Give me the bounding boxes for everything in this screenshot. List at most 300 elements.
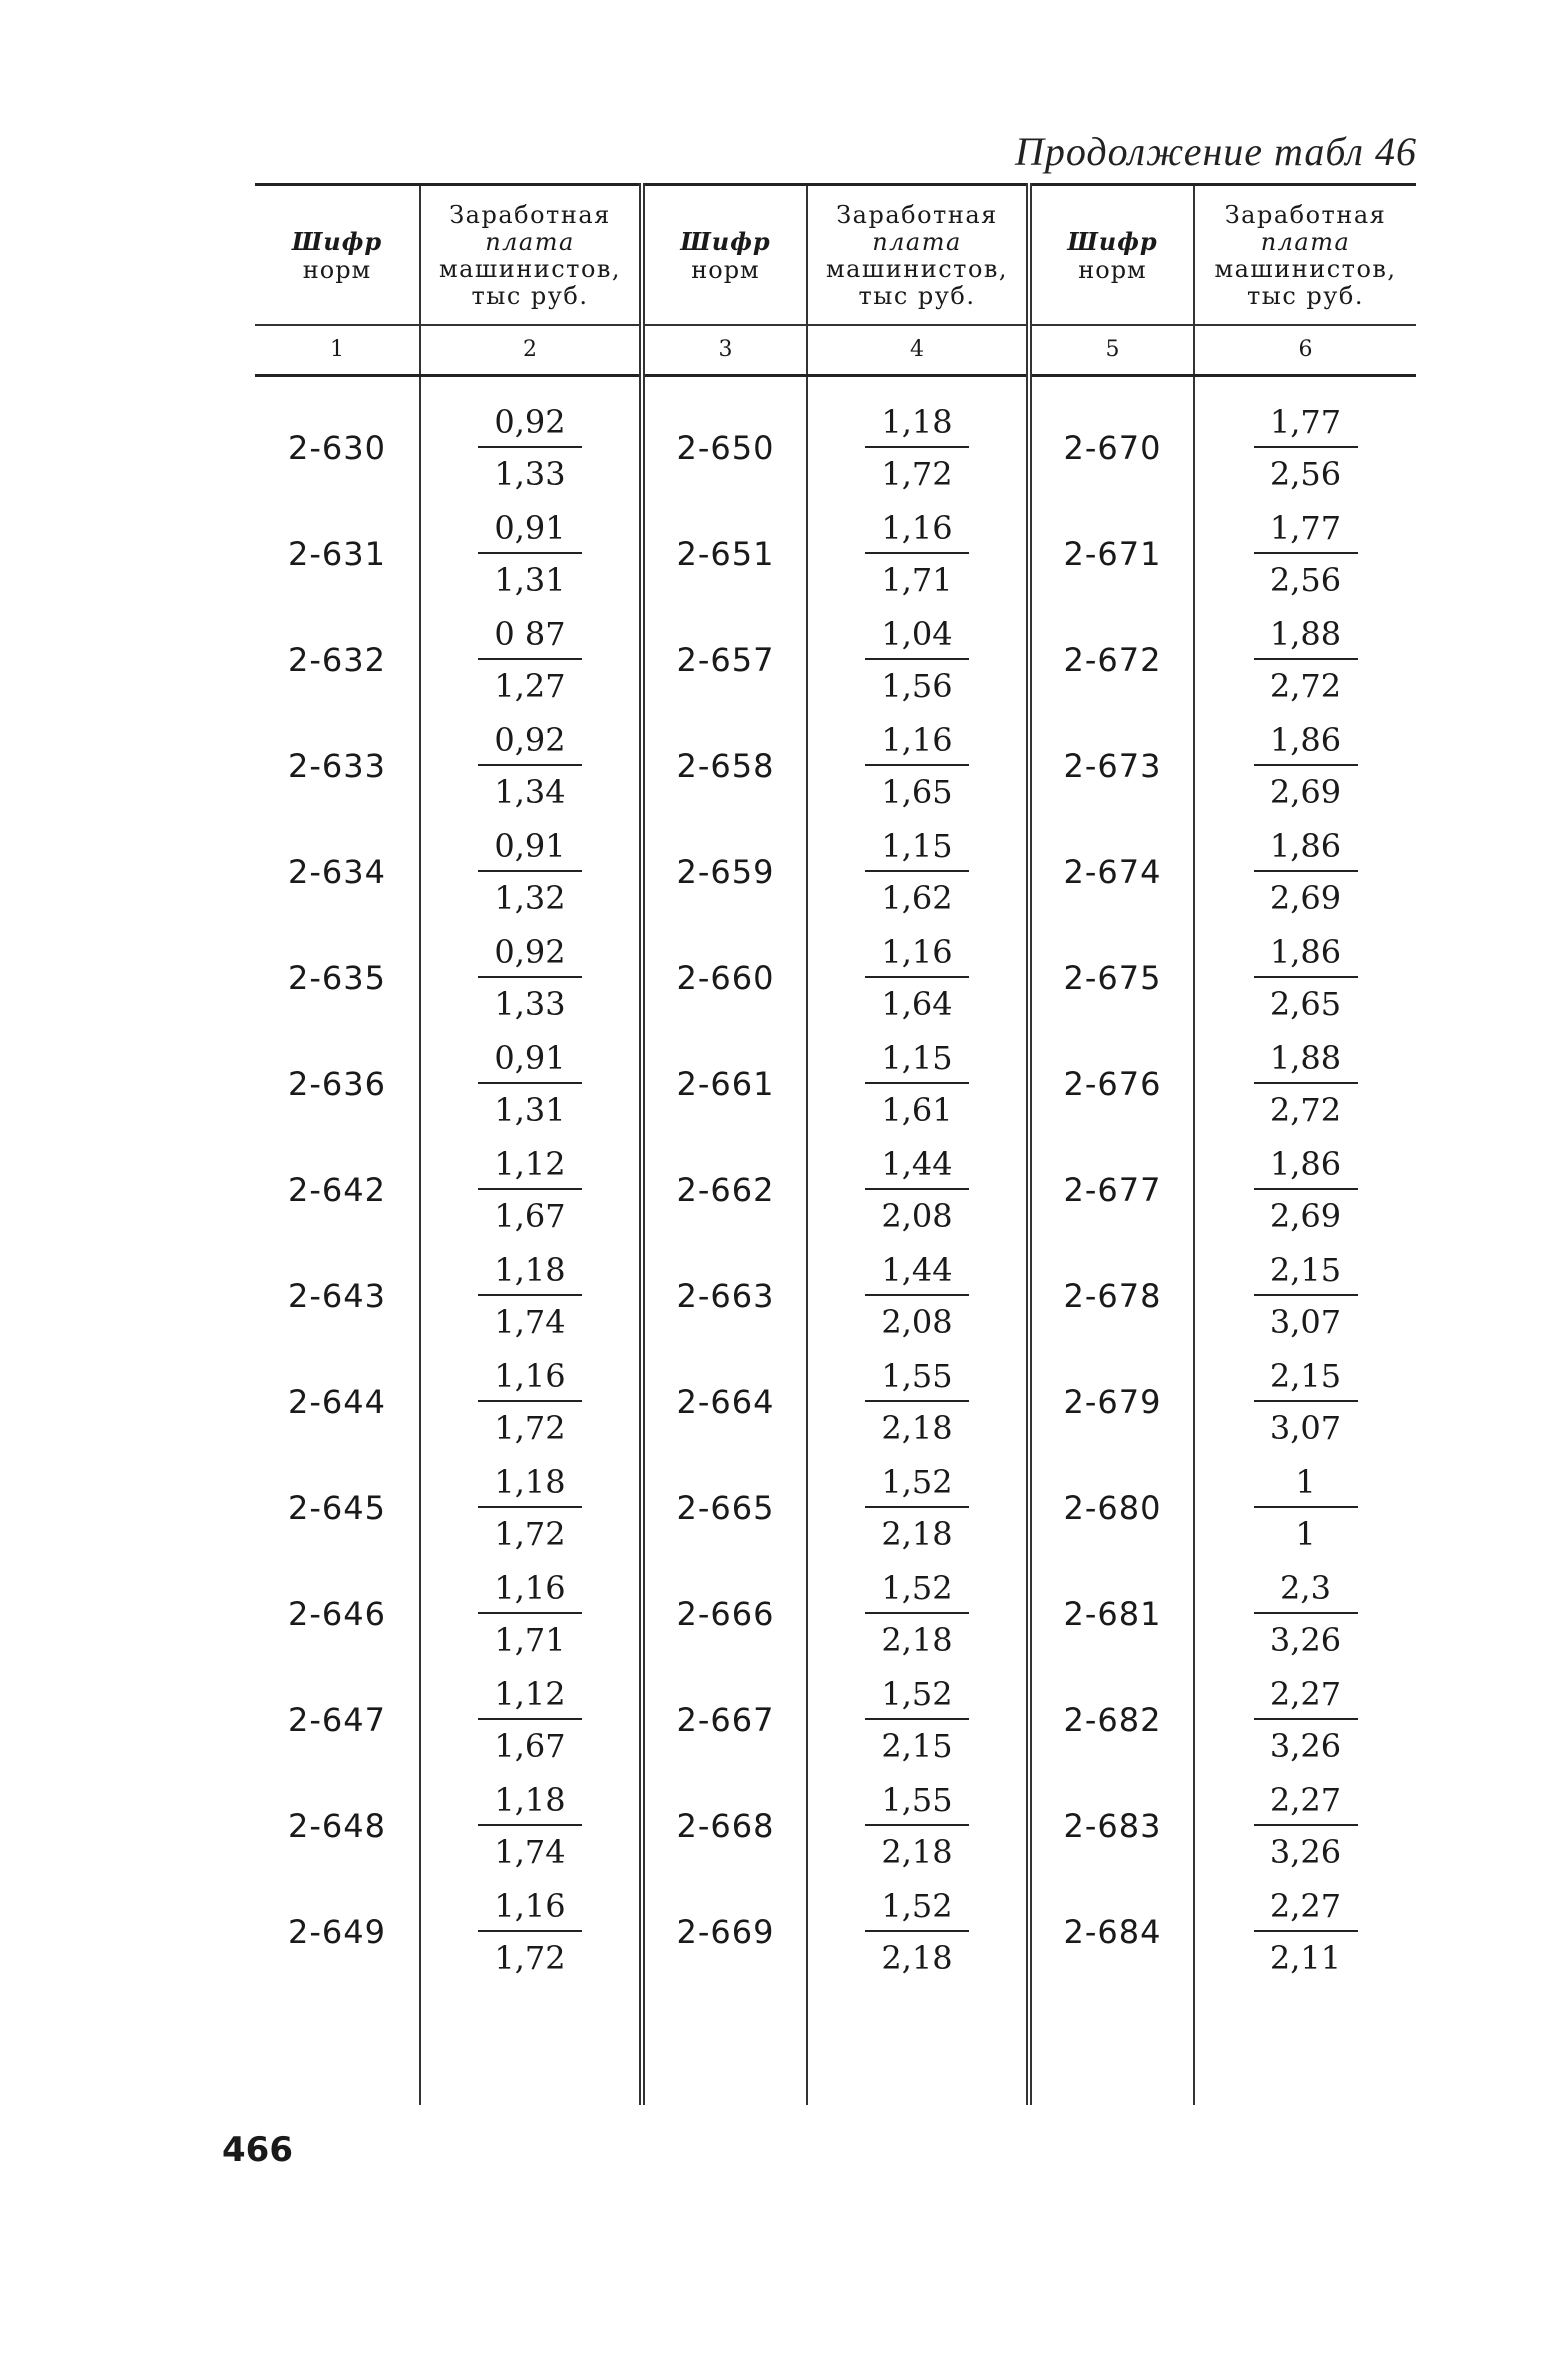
wage-numerator: 0 87 — [478, 612, 582, 660]
norm-code-cell — [255, 925, 420, 1031]
wage-numerator: 0,91 — [478, 506, 582, 554]
wage-cell — [1194, 925, 1416, 1031]
wage-cell — [1194, 1667, 1416, 1773]
wage-numerator: 1,86 — [1254, 718, 1358, 766]
wage-fraction — [865, 1884, 969, 1980]
wage-fraction — [1254, 1460, 1358, 1556]
wage-cell — [807, 1561, 1029, 1667]
norm-code-cell — [255, 1667, 420, 1773]
norm-code: 2-632 — [288, 640, 386, 679]
norm-code: 2-669 — [676, 1912, 775, 1951]
wage-cell — [1194, 1243, 1416, 1349]
wage-numerator: 1,44 — [865, 1248, 969, 1296]
wage-cell — [807, 1243, 1029, 1349]
spacer-cell — [1029, 1985, 1194, 2105]
norm-code-cell — [255, 1137, 420, 1243]
norm-code-cell — [642, 1243, 807, 1349]
wage-cell — [420, 1455, 642, 1561]
column-number: 5 — [1029, 325, 1194, 375]
wage-denominator: 3,26 — [1269, 1726, 1342, 1765]
wage-cell — [1194, 501, 1416, 607]
table-body — [255, 375, 1416, 2105]
wage-cell — [807, 713, 1029, 819]
wage-fraction — [1254, 824, 1358, 920]
header-wage-line: Заработная — [836, 201, 998, 229]
wage-denominator: 3,26 — [1269, 1620, 1342, 1659]
norm-code: 2-664 — [676, 1382, 775, 1421]
page-number: 466 — [222, 2130, 293, 2170]
wage-denominator: 2,56 — [1269, 560, 1342, 599]
wage-fraction — [1254, 1248, 1358, 1344]
wage-fraction — [478, 1036, 582, 1132]
wage-numerator: 1,52 — [865, 1460, 969, 1508]
wage-numerator: 1,15 — [865, 824, 969, 872]
norm-code: 2-673 — [1063, 746, 1162, 785]
norm-code-cell — [1029, 1879, 1194, 1985]
table-continuation-caption: Продолжение табл 46 — [1014, 129, 1417, 174]
wage-fraction — [478, 506, 582, 602]
norm-code-cell — [1029, 713, 1194, 819]
norm-code-cell — [642, 501, 807, 607]
wage-fraction — [865, 612, 969, 708]
wage-cell — [420, 1031, 642, 1137]
wage-fraction — [865, 1566, 969, 1662]
wage-denominator: 1,74 — [494, 1832, 566, 1871]
norm-code: 2-677 — [1063, 1170, 1162, 1209]
wage-numerator: 2,27 — [1254, 1884, 1358, 1932]
wage-denominator: 1,64 — [881, 984, 953, 1023]
header-wage-line: Заработная — [449, 201, 611, 229]
norm-code-cell — [642, 1879, 807, 1985]
header-code-5 — [1029, 185, 1194, 326]
wage-numerator: 0,92 — [478, 930, 582, 978]
wage-fraction — [1254, 718, 1358, 814]
wage-fraction — [1254, 1142, 1358, 1238]
norm-code: 2-671 — [1063, 534, 1162, 573]
wage-denominator: 3,26 — [1269, 1832, 1342, 1871]
wage-denominator: 1,65 — [881, 772, 953, 811]
norm-code-cell — [1029, 1561, 1194, 1667]
table-row — [255, 819, 1416, 925]
wage-numerator: 1,16 — [478, 1354, 582, 1402]
wage-denominator: 2,18 — [881, 1620, 953, 1659]
norm-code-cell — [1029, 1031, 1194, 1137]
wage-cell — [1194, 1349, 1416, 1455]
wage-fraction — [478, 1672, 582, 1768]
wage-numerator: 1,12 — [478, 1672, 582, 1720]
header-wage-line: машинистов, — [825, 255, 1009, 283]
wage-fraction — [865, 1036, 969, 1132]
wage-fraction — [1254, 1566, 1358, 1662]
wage-numerator: 0,92 — [478, 718, 582, 766]
wage-cell — [1194, 1773, 1416, 1879]
header-code-subtitle: норм — [302, 256, 372, 284]
norm-code-cell — [1029, 1667, 1194, 1773]
wage-fraction — [478, 1354, 582, 1450]
norm-code: 2-668 — [676, 1806, 775, 1845]
wage-denominator: 2,15 — [881, 1726, 953, 1765]
wage-numerator: 1,18 — [478, 1460, 582, 1508]
wage-numerator: 1,16 — [865, 506, 969, 554]
wage-denominator: 2,69 — [1269, 1196, 1342, 1235]
header-code-subtitle: норм — [1078, 256, 1147, 284]
norm-code-cell — [1029, 607, 1194, 713]
wage-denominator: 1,31 — [494, 560, 566, 599]
norm-code: 2-646 — [288, 1594, 386, 1633]
norm-code: 2-636 — [288, 1064, 386, 1103]
wage-fraction — [478, 1248, 582, 1344]
wage-fraction — [865, 1354, 969, 1450]
wage-cell — [807, 1667, 1029, 1773]
wage-cell — [1194, 607, 1416, 713]
norm-code-cell — [255, 1879, 420, 1985]
spacer-cell — [255, 1985, 420, 2105]
wage-fraction — [478, 1566, 582, 1662]
wage-cell — [807, 375, 1029, 501]
wage-denominator: 1,72 — [881, 454, 953, 493]
norm-code-cell — [642, 1031, 807, 1137]
wage-cell — [420, 1879, 642, 1985]
column-number: 6 — [1194, 325, 1416, 375]
norm-code: 2-662 — [676, 1170, 775, 1209]
wage-fraction — [478, 612, 582, 708]
wage-fraction — [478, 1778, 582, 1874]
wage-denominator: 1,74 — [494, 1302, 566, 1341]
wage-numerator: 0,91 — [478, 824, 582, 872]
norm-code-cell — [1029, 819, 1194, 925]
wage-cell — [807, 819, 1029, 925]
norm-code-cell — [642, 925, 807, 1031]
table-row — [255, 607, 1416, 713]
norm-code: 2-674 — [1063, 852, 1162, 891]
norm-code-cell — [642, 1349, 807, 1455]
wage-numerator: 1,52 — [865, 1884, 969, 1932]
norm-code-cell — [642, 375, 807, 501]
wage-cell — [420, 1349, 642, 1455]
column-number-row — [255, 325, 1416, 375]
wage-numerator: 1,12 — [478, 1142, 582, 1190]
wage-denominator: 2,18 — [881, 1832, 953, 1871]
table-row — [255, 1349, 1416, 1455]
norm-code: 2-648 — [288, 1806, 386, 1845]
wage-numerator: 1,86 — [1254, 930, 1358, 978]
header-row — [255, 185, 1416, 326]
norm-code-cell — [642, 1137, 807, 1243]
wage-denominator: 1,61 — [881, 1090, 953, 1129]
wage-denominator: 2,72 — [1269, 666, 1342, 705]
table-tail-spacer — [255, 1985, 1416, 2105]
wage-numerator: 1,15 — [865, 1036, 969, 1084]
wage-cell — [807, 1773, 1029, 1879]
wage-denominator: 2,72 — [1269, 1090, 1342, 1129]
norm-code-cell — [255, 1455, 420, 1561]
norm-code: 2-658 — [676, 746, 775, 785]
norm-code: 2-660 — [676, 958, 775, 997]
wage-numerator: 2,15 — [1254, 1248, 1358, 1296]
norm-code: 2-682 — [1063, 1700, 1162, 1739]
norm-code: 2-631 — [288, 534, 386, 573]
wages-table — [255, 183, 1416, 2105]
wage-denominator: 1,62 — [881, 878, 953, 917]
norm-code: 2-661 — [676, 1064, 775, 1103]
wage-denominator: 2,08 — [881, 1302, 953, 1341]
wage-numerator: 1,52 — [865, 1672, 969, 1720]
wage-denominator: 2,69 — [1269, 772, 1342, 811]
norm-code-cell — [255, 713, 420, 819]
wage-cell — [420, 925, 642, 1031]
norm-code: 2-681 — [1063, 1594, 1162, 1633]
norm-code: 2-680 — [1063, 1488, 1162, 1527]
norm-code-cell — [1029, 1349, 1194, 1455]
wage-denominator: 1 — [1295, 1514, 1316, 1553]
wage-cell — [1194, 1137, 1416, 1243]
norm-code-cell — [255, 1243, 420, 1349]
norm-code-cell — [642, 1561, 807, 1667]
column-number: 1 — [255, 325, 420, 375]
norm-code: 2-666 — [676, 1594, 775, 1633]
wage-fraction — [865, 1248, 969, 1344]
wage-denominator: 2,08 — [881, 1196, 953, 1235]
wage-numerator: 1,88 — [1254, 1036, 1358, 1084]
norm-code: 2-670 — [1063, 428, 1162, 467]
wage-numerator: 1,16 — [865, 930, 969, 978]
norm-code: 2-651 — [676, 534, 775, 573]
header-wage-line: тыс руб. — [1246, 282, 1364, 310]
header-code-title: Шифр — [1067, 227, 1158, 256]
wage-numerator: 2,27 — [1254, 1778, 1358, 1826]
norm-code-cell — [642, 713, 807, 819]
wage-numerator: 1,18 — [478, 1778, 582, 1826]
norm-code: 2-672 — [1063, 640, 1162, 679]
wage-denominator: 1,27 — [494, 666, 566, 705]
wage-numerator: 1,77 — [1254, 400, 1358, 448]
header-code-title: Шифр — [680, 227, 771, 256]
norm-code: 2-645 — [288, 1488, 386, 1527]
wage-cell — [807, 501, 1029, 607]
norm-code: 2-684 — [1063, 1912, 1162, 1951]
norm-code: 2-683 — [1063, 1806, 1162, 1845]
wage-cell — [807, 1031, 1029, 1137]
wage-numerator: 2,15 — [1254, 1354, 1358, 1402]
wage-denominator: 1,67 — [494, 1196, 566, 1235]
table-row — [255, 501, 1416, 607]
table-row — [255, 1455, 1416, 1561]
wage-fraction — [1254, 1036, 1358, 1132]
wage-cell — [420, 501, 642, 607]
wage-denominator: 2,18 — [881, 1514, 953, 1553]
wage-cell — [420, 1773, 642, 1879]
norm-code: 2-642 — [288, 1170, 386, 1209]
wage-fraction — [1254, 506, 1358, 602]
spacer-cell — [1194, 1985, 1416, 2105]
wage-fraction — [478, 930, 582, 1026]
wage-denominator: 1,72 — [494, 1938, 566, 1977]
table-row — [255, 1879, 1416, 1985]
wage-numerator: 1,04 — [865, 612, 969, 660]
norm-code: 2-634 — [288, 852, 386, 891]
wage-fraction — [478, 718, 582, 814]
wage-denominator: 3,07 — [1269, 1302, 1342, 1341]
wage-cell — [807, 1879, 1029, 1985]
spacer-cell — [642, 1985, 807, 2105]
wage-denominator: 1,31 — [494, 1090, 566, 1129]
norm-code-cell — [255, 1773, 420, 1879]
wage-fraction — [865, 824, 969, 920]
wage-numerator: 1,77 — [1254, 506, 1358, 554]
wage-cell — [420, 713, 642, 819]
wage-numerator: 0,92 — [478, 400, 582, 448]
header-wage-6 — [1194, 185, 1416, 326]
wage-fraction — [1254, 1354, 1358, 1450]
norm-code: 2-649 — [288, 1912, 386, 1951]
norm-code-cell — [255, 819, 420, 925]
wage-numerator: 1,18 — [478, 1248, 582, 1296]
column-number: 4 — [807, 325, 1029, 375]
wage-fraction — [865, 400, 969, 496]
wage-denominator: 2,11 — [1269, 1938, 1342, 1977]
wage-fraction — [865, 1460, 969, 1556]
norm-code-cell — [1029, 375, 1194, 501]
spacer-cell — [807, 1985, 1029, 2105]
wage-denominator: 1,72 — [494, 1408, 566, 1447]
table-row — [255, 1243, 1416, 1349]
wage-cell — [807, 925, 1029, 1031]
norm-code: 2-647 — [288, 1700, 386, 1739]
norm-code-cell — [1029, 1137, 1194, 1243]
norm-code: 2-678 — [1063, 1276, 1162, 1315]
wage-fraction — [1254, 1884, 1358, 1980]
wage-numerator: 1,16 — [478, 1884, 582, 1932]
wage-denominator: 2,18 — [881, 1408, 953, 1447]
wage-fraction — [1254, 1672, 1358, 1768]
norm-code-cell — [1029, 925, 1194, 1031]
header-wage-line: тыс руб. — [858, 282, 976, 310]
wage-denominator: 1,56 — [881, 666, 953, 705]
wage-cell — [1194, 1031, 1416, 1137]
norm-code: 2-657 — [676, 640, 775, 679]
norm-code: 2-643 — [288, 1276, 386, 1315]
wage-fraction — [865, 718, 969, 814]
norm-code-cell — [642, 1667, 807, 1773]
wage-cell — [420, 375, 642, 501]
wage-fraction — [865, 1672, 969, 1768]
wage-denominator: 2,65 — [1269, 984, 1342, 1023]
norm-code-cell — [255, 1349, 420, 1455]
header-wage-line: машинистов, — [438, 255, 622, 283]
norm-code: 2-650 — [676, 428, 775, 467]
norm-code: 2-659 — [676, 852, 775, 891]
norm-code: 2-665 — [676, 1488, 775, 1527]
header-code-3 — [642, 185, 807, 326]
table-row — [255, 1031, 1416, 1137]
wage-fraction — [865, 1778, 969, 1874]
wage-fraction — [865, 930, 969, 1026]
wage-cell — [1194, 1879, 1416, 1985]
spacer-cell — [420, 1985, 642, 2105]
wage-numerator: 1,86 — [1254, 824, 1358, 872]
wage-numerator: 1,55 — [865, 1354, 969, 1402]
wage-cell — [1194, 819, 1416, 925]
header-wage-4 — [807, 185, 1029, 326]
wage-denominator: 2,69 — [1269, 878, 1342, 917]
wage-numerator: 2,3 — [1254, 1566, 1358, 1614]
table-row — [255, 1773, 1416, 1879]
norm-code: 2-676 — [1063, 1064, 1162, 1103]
norm-code-cell — [642, 607, 807, 713]
wage-fraction — [865, 1142, 969, 1238]
wage-numerator: 1,16 — [865, 718, 969, 766]
norm-code-cell — [642, 1455, 807, 1561]
wage-denominator: 2,18 — [881, 1938, 953, 1977]
table-row — [255, 1137, 1416, 1243]
norm-code-cell — [1029, 1243, 1194, 1349]
wage-numerator: 2,27 — [1254, 1672, 1358, 1720]
wage-cell — [807, 1349, 1029, 1455]
wage-cell — [420, 1667, 642, 1773]
wage-fraction — [478, 1142, 582, 1238]
wage-cell — [807, 607, 1029, 713]
header-wage-line: машинистов, — [1214, 255, 1397, 283]
wage-cell — [420, 607, 642, 713]
wage-fraction — [1254, 930, 1358, 1026]
wage-denominator: 1,33 — [494, 984, 566, 1023]
norm-code: 2-644 — [288, 1382, 386, 1421]
wage-fraction — [478, 1884, 582, 1980]
norm-code-cell — [642, 1773, 807, 1879]
wage-denominator: 1,34 — [494, 772, 566, 811]
norm-code-cell — [255, 375, 420, 501]
wage-denominator: 1,71 — [494, 1620, 566, 1659]
norm-code-cell — [1029, 1773, 1194, 1879]
norm-code: 2-667 — [676, 1700, 775, 1739]
norm-code: 2-663 — [676, 1276, 775, 1315]
header-wage-line: тыс руб. — [471, 282, 589, 310]
wage-denominator: 1,33 — [494, 454, 566, 493]
wage-fraction — [478, 824, 582, 920]
norm-code: 2-630 — [288, 428, 386, 467]
wage-numerator: 0,91 — [478, 1036, 582, 1084]
norm-code-cell — [642, 819, 807, 925]
header-wage-2 — [420, 185, 642, 326]
wage-cell — [807, 1137, 1029, 1243]
column-number: 2 — [420, 325, 642, 375]
wage-fraction — [1254, 612, 1358, 708]
header-code-subtitle: норм — [691, 256, 760, 284]
wage-denominator: 2,56 — [1269, 454, 1342, 493]
norm-code: 2-675 — [1063, 958, 1162, 997]
wage-denominator: 3,07 — [1269, 1408, 1342, 1447]
table-row — [255, 925, 1416, 1031]
wage-denominator: 1,72 — [494, 1514, 566, 1553]
wage-fraction — [865, 506, 969, 602]
norm-code: 2-635 — [288, 958, 386, 997]
wage-numerator: 1,86 — [1254, 1142, 1358, 1190]
column-number: 3 — [642, 325, 807, 375]
norm-code-cell — [255, 607, 420, 713]
wage-numerator: 1,16 — [478, 1566, 582, 1614]
wage-denominator: 1,71 — [881, 560, 953, 599]
wage-cell — [1194, 1561, 1416, 1667]
header-wage-line: Заработная — [1224, 201, 1387, 229]
wage-fraction — [478, 1460, 582, 1556]
wage-cell — [1194, 713, 1416, 819]
norm-code-cell — [1029, 501, 1194, 607]
norm-code-cell — [255, 1031, 420, 1137]
norm-code: 2-633 — [288, 746, 386, 785]
wage-fraction — [478, 400, 582, 496]
norm-code-cell — [255, 501, 420, 607]
wage-numerator: 1,88 — [1254, 612, 1358, 660]
